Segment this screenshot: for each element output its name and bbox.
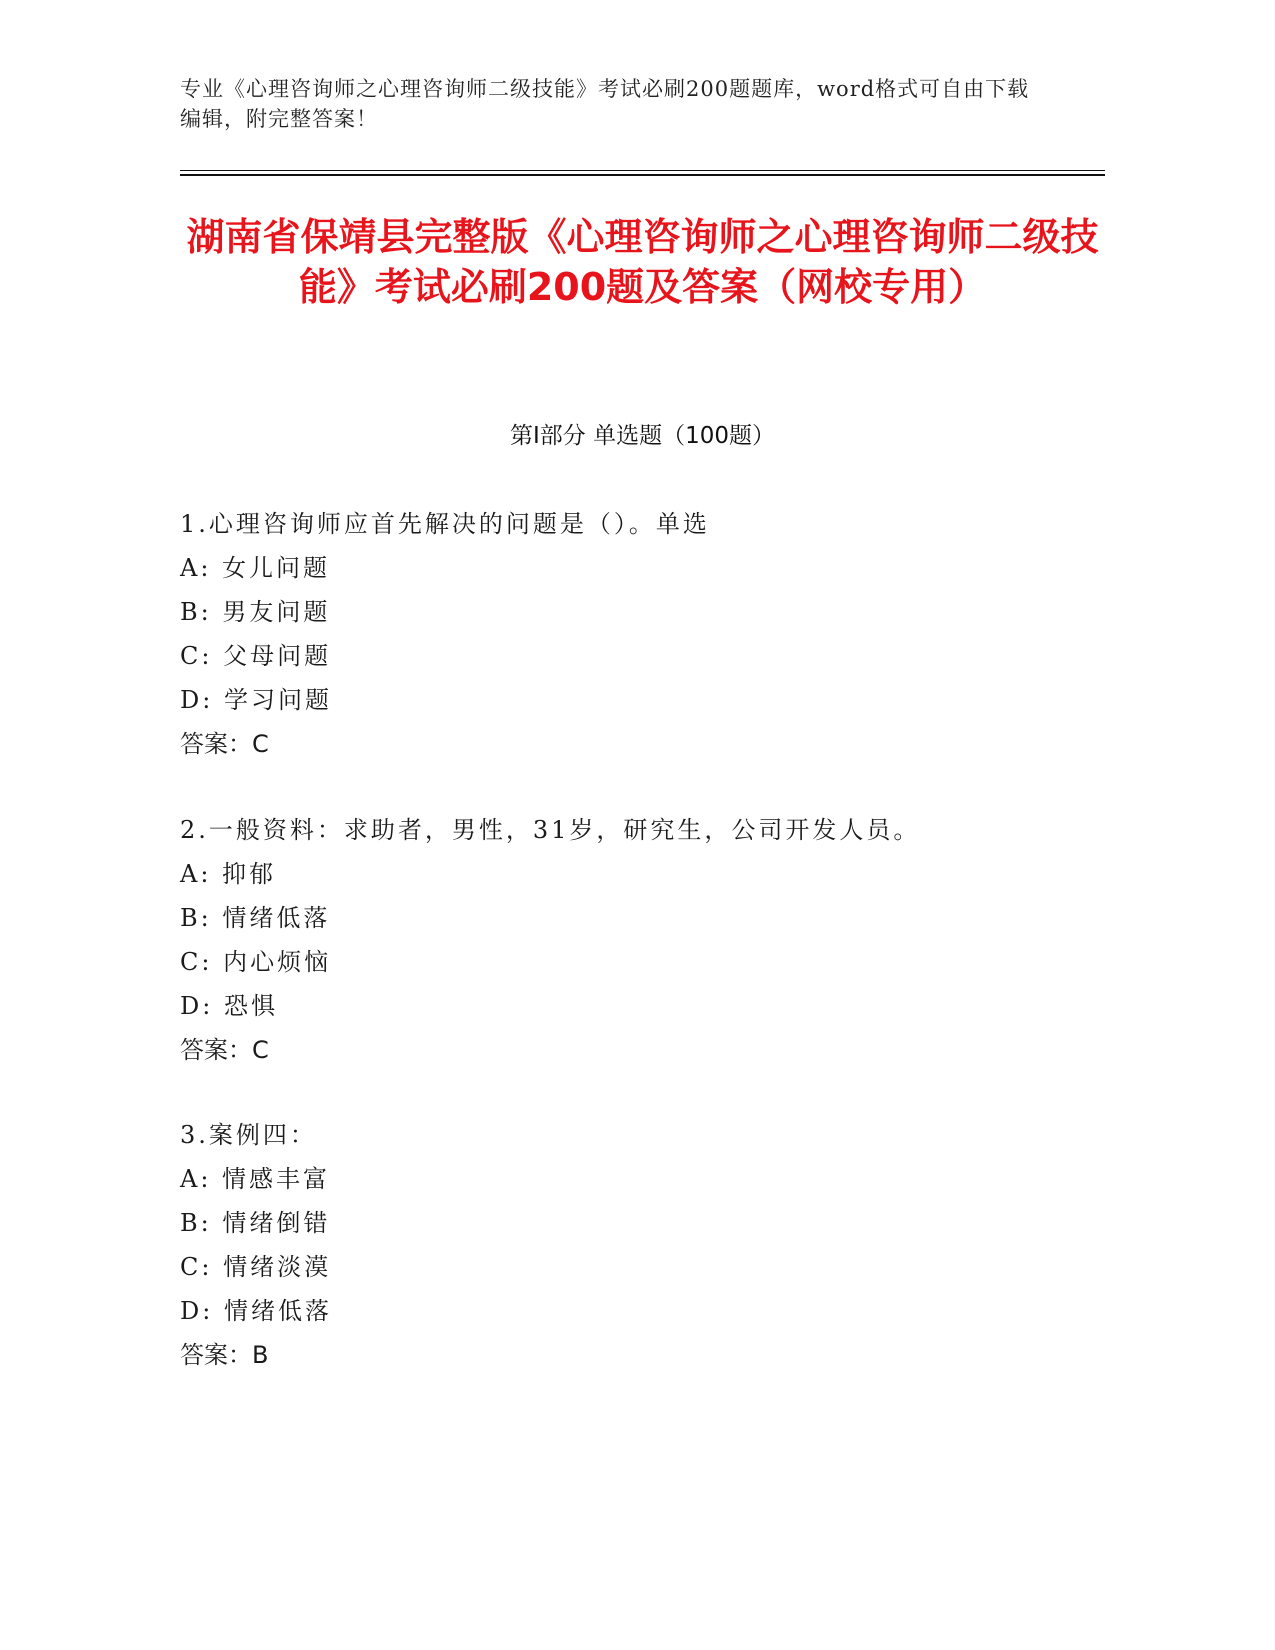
- question-2: [180, 808, 1080, 1072]
- section-heading: 第Ⅰ部分 单选题（100题）: [510, 423, 775, 449]
- question-3: [180, 1113, 1080, 1377]
- document-title: 湖南省保靖县完整版《心理咨询师之心理咨询师二级技能》考试必刷200题及答案（网校专用）: [186, 215, 1099, 309]
- option-d: D: 情绪低落: [180, 1297, 332, 1325]
- option-a: A: 女儿问题: [180, 554, 331, 582]
- option-b: B: 情绪倒错: [180, 1209, 331, 1237]
- header-note: 专业《心理咨询师之心理咨询师二级技能》考试必刷200题题库，word格式可自由下载编辑，附完整答案！: [180, 77, 1030, 131]
- header-rule-thick: [180, 174, 1105, 176]
- option-c: C: 内心烦恼: [180, 948, 332, 976]
- question-1: [180, 502, 1080, 766]
- option-c: C: 情绪淡漠: [180, 1253, 332, 1281]
- option-b: B: 男友问题: [180, 598, 331, 626]
- option-b: B: 情绪低落: [180, 904, 331, 932]
- question-answer: 答案：C: [180, 1036, 269, 1064]
- option-a: A: 抑郁: [180, 860, 277, 888]
- option-d: D: 恐惧: [180, 992, 278, 1020]
- header-rule-thin: [180, 170, 1105, 171]
- question-answer: 答案：B: [180, 1341, 269, 1369]
- option-a: A: 情感丰富: [180, 1165, 331, 1193]
- question-stem: 2.一般资料：求助者，男性，31岁，研究生，公司开发人员。: [180, 816, 921, 844]
- question-stem: 3.案例四：: [180, 1121, 317, 1149]
- question-answer: 答案：C: [180, 730, 269, 758]
- question-stem: 1.心理咨询师应首先解决的问题是（）。单选: [180, 510, 710, 538]
- option-c: C: 父母问题: [180, 642, 332, 670]
- option-d: D: 学习问题: [180, 686, 332, 714]
